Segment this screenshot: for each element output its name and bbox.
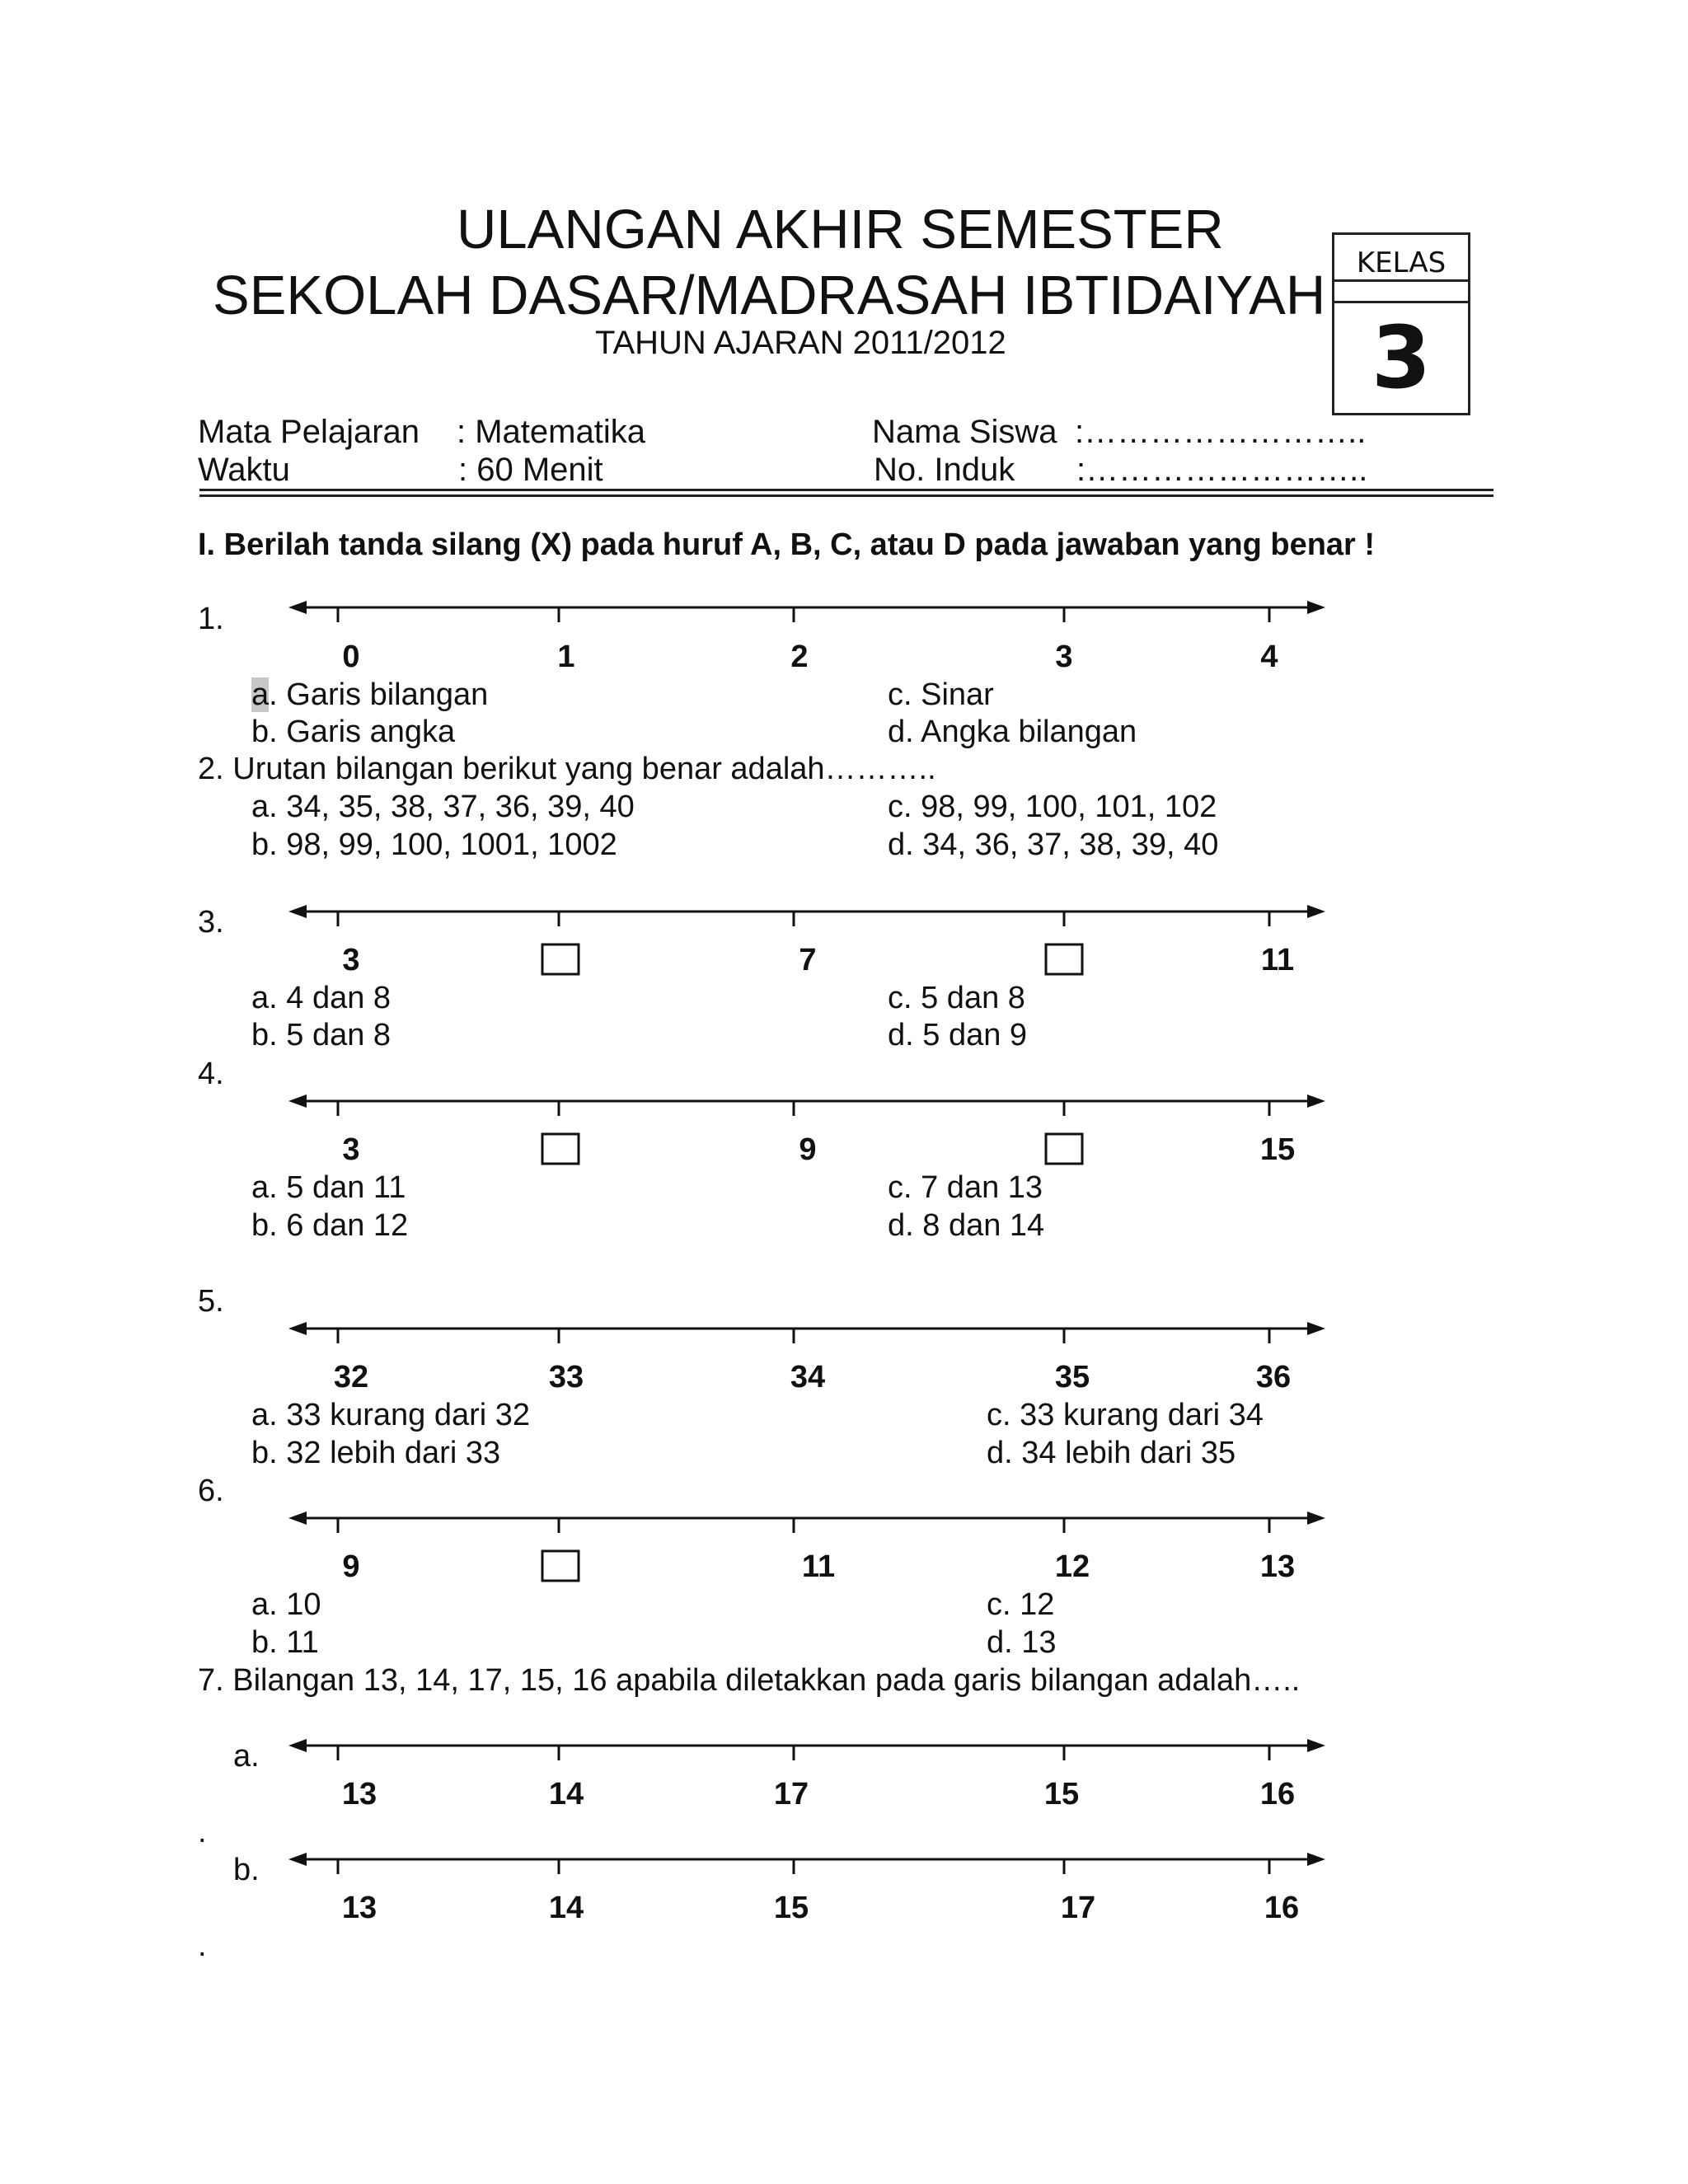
q6-tick-label-4: 13: [1259, 1549, 1296, 1584]
q1-option-d[interactable]: d. Angka bilangan: [888, 715, 1137, 749]
q7a-arrow-left: [288, 1739, 307, 1752]
kelas-number: 3: [1371, 307, 1432, 408]
q5-option-a[interactable]: a. 33 kurang dari 32: [251, 1398, 531, 1432]
q6-option-c[interactable]: c. 12: [987, 1587, 1055, 1622]
q7a-tick-label-0: 13: [341, 1777, 377, 1811]
q4-tick-label-4: 15: [1259, 1132, 1296, 1167]
q3-option-b[interactable]: b. 5 dan 8: [251, 1018, 392, 1052]
q1-number: 1.: [198, 602, 224, 636]
q6-number: 6.: [198, 1474, 224, 1508]
q3-option-a[interactable]: a. 4 dan 8: [251, 981, 392, 1015]
q4-option-b[interactable]: b. 6 dan 12: [251, 1208, 409, 1243]
q4-tick-label-2: 9: [799, 1132, 817, 1167]
name-label: Nama Siswa: [872, 414, 1057, 450]
instruction: I. Berilah tanda silang (X) pada huruf A, B, C, atau D pada jawaban yang benar !: [198, 527, 1376, 562]
q6-option-d[interactable]: d. 13: [987, 1625, 1057, 1660]
q7-question: 7. Bilangan 13, 14, 17, 15, 16 apabila diletakkan pada garis bilangan adalah…..: [198, 1663, 1301, 1698]
q5-option-c[interactable]: c. 33 kurang dari 34: [987, 1398, 1264, 1432]
q4-option-a[interactable]: a. 5 dan 11: [251, 1170, 406, 1205]
q6-tick-label-3: 12: [1054, 1549, 1090, 1584]
q7b-tick-label-1: 14: [548, 1891, 584, 1925]
q6-tick-label-2: 11: [801, 1549, 836, 1584]
q5-option-d[interactable]: d. 34 lebih dari 35: [987, 1436, 1236, 1470]
q7a-tick-label-4: 16: [1259, 1777, 1296, 1811]
q5-tick-label-3: 35: [1054, 1360, 1090, 1394]
q3-tick-label-4: 11: [1260, 943, 1295, 977]
q7a-tick-label-3: 15: [1043, 1777, 1080, 1811]
name-field: :……………………..: [1075, 414, 1367, 450]
q3-number: 3.: [198, 905, 224, 940]
q1-option-c[interactable]: c. Sinar: [888, 677, 994, 712]
q4-option-c[interactable]: c. 7 dan 13: [888, 1170, 1043, 1205]
id-field: :……………………..: [1076, 452, 1368, 488]
subject-label: Mata Pelajaran: [198, 414, 420, 450]
q5-number: 5.: [198, 1284, 224, 1319]
q3-arrow-right: [1307, 905, 1325, 918]
q7b-tick-label-4: 16: [1264, 1891, 1300, 1925]
q2-question: 2. Urutan bilangan berikut yang benar adalah………..: [198, 752, 936, 786]
q4-arrow-right: [1307, 1094, 1325, 1108]
q7a-arrow-right: [1307, 1739, 1325, 1752]
q1-option-a-text: . Garis bilangan: [269, 677, 489, 712]
q5-tick-label-1: 33: [548, 1360, 584, 1394]
q7b-arrow-left: [288, 1853, 307, 1866]
time-label: Waktu: [198, 452, 290, 488]
q1-tick-label-3: 3: [1055, 640, 1073, 674]
q3-option-c[interactable]: c. 5 dan 8: [888, 981, 1025, 1015]
q1-arrow-left: [288, 601, 307, 614]
title-school: SEKOLAH DASAR/MADRASAH IBTIDAIYAH: [213, 265, 1326, 326]
q4-blank-box-1: [542, 1134, 579, 1164]
q7b-arrow-right: [1307, 1853, 1325, 1866]
q4-tick-label-0: 3: [342, 1132, 360, 1167]
q7-dot-1: .: [198, 1815, 207, 1849]
q2-option-c[interactable]: c. 98, 99, 100, 101, 102: [888, 790, 1217, 824]
q7-option-b-letter[interactable]: b.: [233, 1853, 260, 1887]
q7a-tick-label-2: 17: [773, 1777, 809, 1811]
q1-option-b[interactable]: b. Garis angka: [251, 715, 456, 749]
q7-dot-2: .: [198, 1929, 207, 1963]
q6-option-a[interactable]: a. 10: [251, 1587, 321, 1622]
q1-option-a[interactable]: [251, 677, 488, 713]
kelas-label: KELAS: [1356, 246, 1447, 279]
q7-option-a-letter[interactable]: a.: [233, 1739, 260, 1774]
q7b-tick-label-3: 17: [1060, 1891, 1096, 1925]
q3-tick-label-0: 3: [342, 943, 360, 977]
q4-option-d[interactable]: d. 8 dan 14: [888, 1208, 1045, 1243]
q7b-tick-label-2: 15: [773, 1891, 809, 1925]
q1-tick-label-0: 0: [342, 640, 360, 674]
q7b-tick-label-0: 13: [341, 1891, 377, 1925]
q6-tick-label-0: 9: [342, 1549, 360, 1584]
q5-option-b[interactable]: b. 32 lebih dari 33: [251, 1436, 501, 1470]
q1-option-a-letter: a: [251, 677, 270, 712]
title-year: TAHUN AJARAN 2011/2012: [595, 325, 1006, 361]
q5-tick-label-0: 32: [333, 1360, 369, 1394]
q3-option-d[interactable]: d. 5 dan 9: [888, 1018, 1028, 1052]
q1-tick-label-2: 2: [790, 640, 809, 674]
id-label: No. Induk: [874, 452, 1015, 488]
q3-tick-label-2: 7: [799, 943, 817, 977]
q2-option-b[interactable]: b. 98, 99, 100, 1001, 1002: [251, 827, 617, 862]
q4-arrow-left: [288, 1094, 307, 1108]
q3-blank-box-3: [1046, 944, 1082, 974]
q2-option-a[interactable]: a. 34, 35, 38, 37, 36, 39, 40: [251, 790, 635, 824]
q5-tick-label-4: 36: [1255, 1360, 1292, 1394]
subject-value: : Matematika: [457, 414, 645, 450]
q5-arrow-right: [1307, 1322, 1325, 1335]
q1-tick-label-4: 4: [1260, 640, 1278, 674]
q5-tick-label-2: 34: [790, 1360, 826, 1394]
q4-number: 4.: [198, 1057, 224, 1091]
q3-arrow-left: [288, 905, 307, 918]
q7a-tick-label-1: 14: [548, 1777, 584, 1811]
title-exam: ULANGAN AKHIR SEMESTER: [457, 199, 1224, 260]
time-value: : 60 Menit: [458, 452, 603, 488]
q3-blank-box-1: [542, 944, 579, 974]
q6-arrow-left: [288, 1511, 307, 1525]
q6-option-b[interactable]: b. 11: [251, 1625, 319, 1660]
q4-blank-box-3: [1046, 1134, 1082, 1164]
q1-arrow-right: [1307, 601, 1325, 614]
q5-arrow-left: [288, 1322, 307, 1335]
q2-option-d[interactable]: d. 34, 36, 37, 38, 39, 40: [888, 827, 1219, 862]
q1-tick-label-1: 1: [557, 640, 575, 674]
q6-arrow-right: [1307, 1511, 1325, 1525]
q6-blank-box-1: [542, 1551, 579, 1581]
